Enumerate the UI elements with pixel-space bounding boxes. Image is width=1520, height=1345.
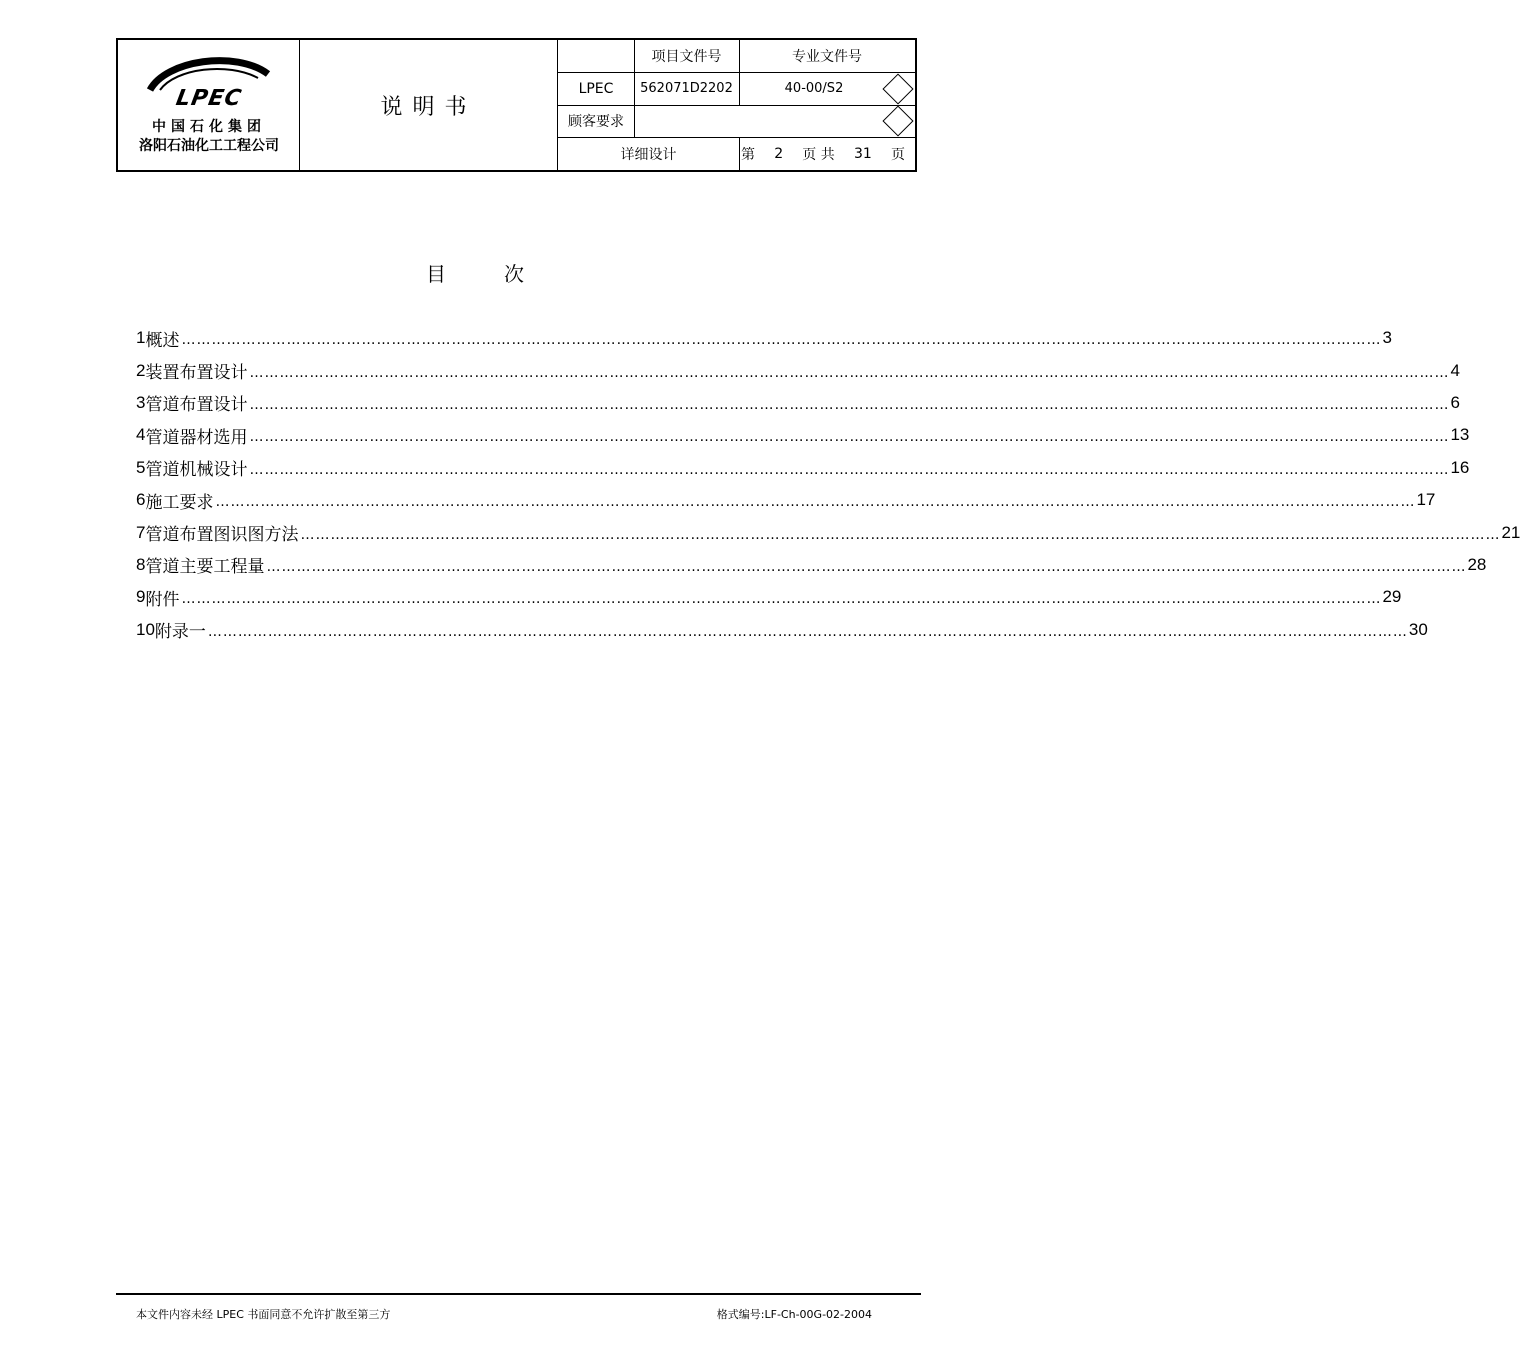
toc-entry-page: 3 xyxy=(1382,328,1392,348)
toc-entry-page: 17 xyxy=(1416,490,1436,510)
toc-entry[interactable] xyxy=(136,516,1520,548)
logo-company-name: 洛阳石油化工工程公司 xyxy=(139,138,279,154)
toc-leader-dots: …………………………………………………………………………………………………………………………………………………………………………………………………………………… xyxy=(215,494,1416,511)
logo-group-name: 中国石化集团 xyxy=(152,119,266,135)
toc-heading xyxy=(0,258,950,287)
client-value xyxy=(634,105,874,137)
toc-entry[interactable] xyxy=(136,614,1428,646)
project-no: 562071D2202 xyxy=(640,81,733,96)
company-code: LPEC xyxy=(578,80,614,97)
doc-info-grid xyxy=(558,40,915,170)
client-diamond-icon xyxy=(882,105,913,136)
toc-entry-title: 附件 xyxy=(145,589,180,610)
toc-heading-left: 目 xyxy=(426,262,446,286)
toc-leader-dots: …………………………………………………………………………………………………………………………………………………………………………………………………………………… xyxy=(249,429,1450,446)
toc-entry-title: 管道机械设计 xyxy=(145,460,248,481)
doc-title-cell xyxy=(300,40,558,170)
project-no-label: 项目文件号 xyxy=(651,49,722,65)
toc-entry-title: 装置布置设计 xyxy=(145,363,248,384)
toc-leader-dots: …………………………………………………………………………………………………………………………………………………………………………………………………………………… xyxy=(181,591,1382,608)
toc-entry-title: 管道布置设计 xyxy=(145,395,248,416)
toc-heading-right: 次 xyxy=(504,262,524,286)
page-counter xyxy=(739,137,915,170)
toc-leader-dots: …………………………………………………………………………………………………………………………………………………………………………………………………………………… xyxy=(249,396,1450,413)
title-block xyxy=(116,38,917,172)
toc-leader-dots: …………………………………………………………………………………………………………………………………………………………………………………………………………………… xyxy=(181,332,1382,349)
toc-entry-number: 7 xyxy=(136,522,146,542)
toc-entry-title: 管道布置图识图方法 xyxy=(145,525,299,546)
company-logo xyxy=(118,40,300,170)
toc-entry-page: 4 xyxy=(1450,360,1460,380)
logo-arc-icon xyxy=(146,54,272,90)
discipline-no: 40-00/S2 xyxy=(784,81,844,96)
toc-entry[interactable] xyxy=(136,452,1470,484)
footer-form-no: 格式编号:LF-Ch-00G-02-2004 xyxy=(716,1308,872,1321)
toc-leader-dots: …………………………………………………………………………………………………………………………………………………………………………………………………………………… xyxy=(207,623,1408,640)
toc-leader-dots: …………………………………………………………………………………………………………………………………………………………………………………………………………………… xyxy=(266,558,1467,575)
toc-entry[interactable] xyxy=(136,354,1460,386)
toc-entry-page: 13 xyxy=(1450,425,1470,445)
table-of-contents xyxy=(136,322,1520,646)
discipline-no-label: 专业文件号 xyxy=(792,49,862,65)
toc-entry[interactable] xyxy=(136,419,1470,451)
toc-entry-title: 施工要求 xyxy=(145,492,214,513)
toc-entry-page: 21 xyxy=(1501,522,1520,542)
client-label: 顾客要求 xyxy=(568,114,624,130)
page-prefix: 第 xyxy=(741,146,755,163)
toc-entry[interactable] xyxy=(136,322,1392,354)
page-suffix: 页 xyxy=(890,146,905,163)
toc-entry-page: 30 xyxy=(1408,619,1428,639)
page-total: 31 xyxy=(853,145,872,162)
page-mid: 页 共 xyxy=(802,146,835,163)
toc-entry-number: 3 xyxy=(136,392,146,412)
doc-title: 说明书 xyxy=(380,94,477,120)
toc-entry-number: 4 xyxy=(136,425,146,445)
toc-entry[interactable] xyxy=(136,484,1436,516)
toc-leader-dots: …………………………………………………………………………………………………………………………………………………………………………………………………………………… xyxy=(249,364,1450,381)
toc-entry-number: 2 xyxy=(136,360,146,380)
logo-brand: LPEC xyxy=(174,86,244,111)
toc-entry-page: 29 xyxy=(1382,587,1402,607)
toc-entry[interactable] xyxy=(136,581,1402,613)
toc-entry[interactable] xyxy=(136,387,1460,419)
toc-entry-number: 6 xyxy=(136,490,146,510)
page-current: 2 xyxy=(774,145,784,162)
toc-entry-page: 6 xyxy=(1450,392,1460,412)
toc-entry-number: 5 xyxy=(136,457,146,477)
design-stage: 详细设计 xyxy=(620,146,677,163)
toc-entry-title: 管道器材选用 xyxy=(145,427,248,448)
toc-entry-title: 概述 xyxy=(145,330,180,351)
toc-leader-dots: …………………………………………………………………………………………………………………………………………………………………………………………………………………… xyxy=(249,461,1450,478)
toc-entry-number: 10 xyxy=(136,619,155,639)
toc-entry-title: 附录一 xyxy=(154,622,206,643)
toc-entry-number: 9 xyxy=(136,587,146,607)
toc-entry[interactable] xyxy=(136,549,1487,581)
footer-rule xyxy=(116,1293,921,1295)
toc-entry-page: 16 xyxy=(1450,457,1470,477)
footer-confidentiality: 本文件内容未经 LPEC 书面同意不允许扩散至第三方 xyxy=(136,1308,391,1321)
toc-entry-number: 8 xyxy=(136,554,146,574)
toc-entry-title: 管道主要工程量 xyxy=(145,557,265,578)
toc-entry-page: 28 xyxy=(1467,554,1487,574)
toc-leader-dots: …………………………………………………………………………………………………………………………………………………………………………………………………………………… xyxy=(300,526,1501,543)
toc-entry-number: 1 xyxy=(136,328,146,348)
